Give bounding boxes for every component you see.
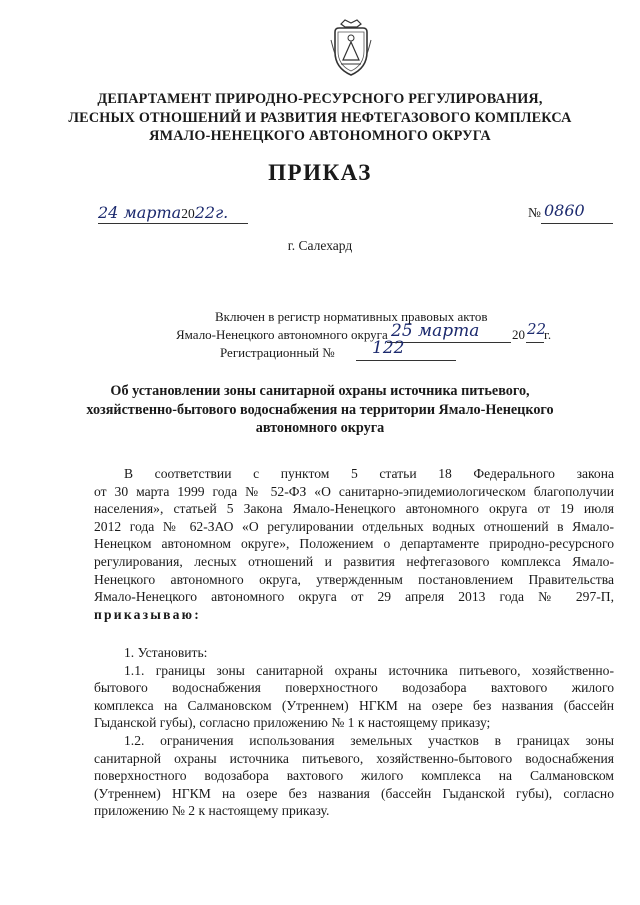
title-line-3: автономного округа (255, 420, 385, 436)
command-word: приказываю: (94, 606, 201, 622)
registry-year-handwritten: 22 (527, 320, 547, 338)
department-line-3: ЯМАЛО-НЕНЕЦКОГО АВТОНОМНОГО ОКРУГА (149, 128, 491, 144)
registry-year (512, 327, 525, 343)
coat-of-arms-icon (329, 18, 373, 78)
order-date (98, 203, 228, 223)
preamble-line-4: 2012 года № 62-ЗАО «О регулировании отдельных водных отношений в Ямало- (94, 518, 614, 534)
order-year-handwritten: 22 (194, 203, 216, 222)
registry-year-underline (526, 342, 544, 343)
date-underline (98, 223, 248, 224)
order-items (94, 644, 614, 820)
department-name (0, 90, 640, 146)
preamble-line-3: населения», статьей 5 Закона Ямало-Ненецкого автономного округа от 19 июля (94, 501, 614, 517)
preamble-line-7: Ненецкого автономного округа, утвержденным постановлением Правительства (94, 571, 614, 587)
document-title (0, 382, 640, 438)
item-1-2-line-2: санитарной охраны источника питьевого, хозяйственно-бытового водоснабжения (94, 750, 614, 766)
preamble-line-5: Ненецком автономном округе», Положением о департаменте природно-ресурсного (94, 536, 614, 552)
item-1-2-line-5: приложению № 2 к настоящему приказу. (94, 803, 330, 819)
order-year-suffix: г. (215, 203, 229, 222)
preamble-line-8: Ямало-Ненецкого автономного округа от 29 апреля 2013 года № 297-П, (94, 589, 614, 605)
registry-date-underline (387, 342, 511, 343)
registry-year-suffix: г. (544, 327, 552, 342)
registry-number-underline (356, 360, 456, 361)
registry-line-2 (176, 327, 388, 343)
item-1-1-line-2: бытового водоснабжения поверхностного водозабора вахтового жилого (94, 680, 614, 696)
number-underline (541, 223, 613, 224)
registry-number-handwritten: 122 (372, 338, 405, 358)
registry-region: Ямало-Ненецкого автономного округа (176, 327, 388, 342)
registry-date-handwritten: 25 марта (391, 321, 480, 341)
department-line-2: ЛЕСНЫХ ОТНОШЕНИЙ И РАЗВИТИЯ НЕФТЕГАЗОВОГО КОМПЛЕКСА (68, 109, 572, 126)
registry-line-1: Включен в регистр нормативных правовых актов (215, 309, 488, 324)
registry-number-label: Регистрационный № (220, 345, 335, 360)
item-1-2-line-1: 1.2. ограничения использования земельных участков в границах зоны (124, 732, 614, 748)
title-line-1: Об установлении зоны санитарной охраны источника питьевого, (110, 383, 530, 399)
preamble (94, 465, 614, 623)
preamble-line-1: В соответствии с пунктом 5 статьи 18 Федерального закона (124, 466, 614, 481)
department-line-1: ДЕПАРТАМЕНТ ПРИРОДНО-РЕСУРСНОГО РЕГУЛИРОВАНИЯ, (97, 91, 543, 107)
order-number-label: № (528, 205, 541, 220)
item-1-1-line-1: 1.1. границы зоны санитарной охраны источника питьевого, хозяйственно- (124, 662, 614, 678)
order-year-printed: 20 (181, 206, 195, 221)
item-1: 1. Установить: (124, 645, 208, 660)
city: г. Салехард (287, 238, 353, 253)
document-type: ПРИКАЗ (268, 160, 372, 185)
item-1-1-line-4: Гыданской губы), согласно приложению № 1 к настоящему приказу; (94, 715, 491, 731)
item-1-2-line-4: (Утреннем) НГКМ на озере без названия (бассейн Гыданской губы), согласно (94, 785, 614, 801)
order-number-handwritten: 0860 (544, 201, 585, 220)
preamble-line-2: от 30 марта 1999 года № 52-ФЗ «О санитарно-эпидемиологическом благополучии (94, 483, 614, 499)
title-line-2: хозяйственно-бытового водоснабжения на территории Ямало-Ненецкого (86, 401, 554, 418)
item-1-1-line-3: комплекса на Салмановском (Утреннем) НГКМ на озере без названия (бассейн (94, 697, 614, 713)
order-date-handwritten: 24 марта (98, 203, 182, 222)
registry-year-printed: 20 (512, 327, 525, 342)
item-1-2-line-3: поверхностного водозабора вахтового жилого комплекса на Салмановском (94, 768, 614, 784)
preamble-line-6: регулирования, лесных отношений и развития нефтегазового комплекса Ямало- (94, 553, 614, 569)
